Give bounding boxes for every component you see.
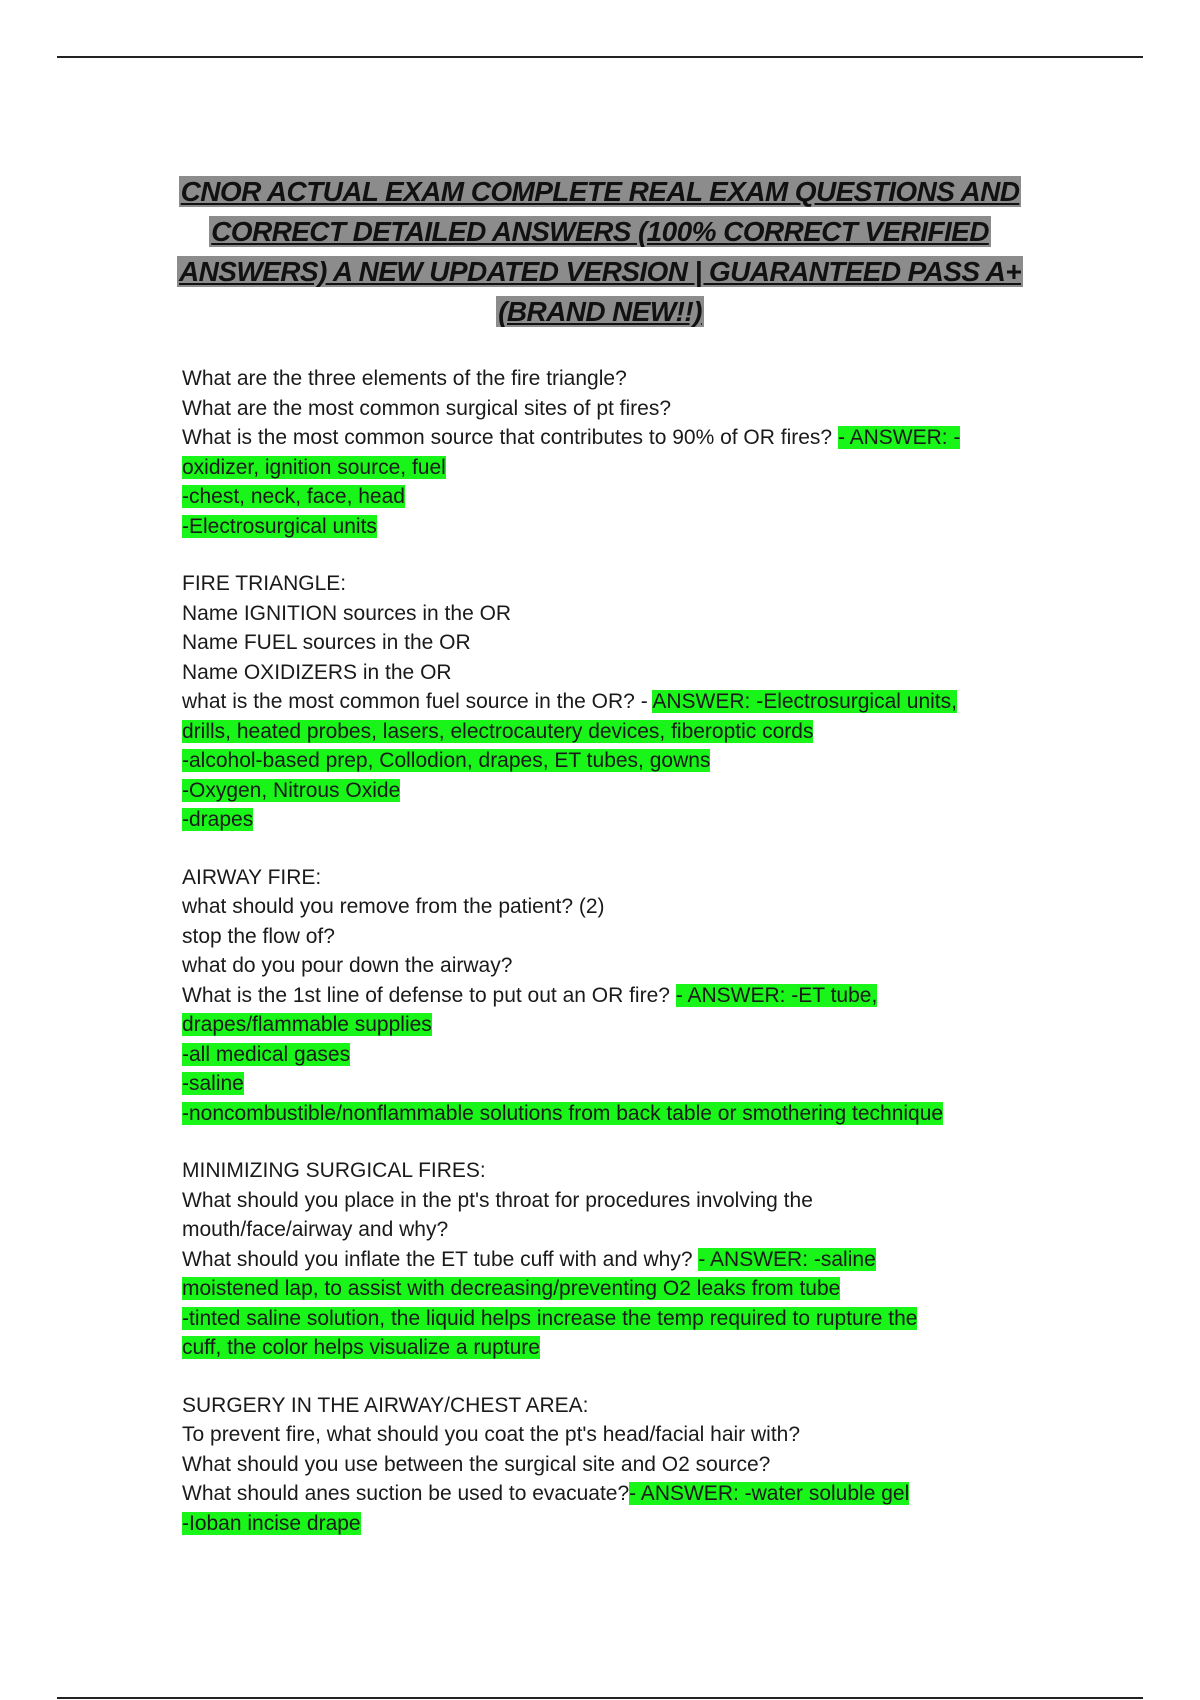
text-line [182, 482, 1022, 512]
text-line [182, 453, 1022, 483]
answer-highlight: drills, heated probes, lasers, electrocautery devices, fiberoptic cords [182, 719, 814, 743]
answer-highlight: drapes/flammable supplies [182, 1013, 432, 1036]
bottom-rule [57, 1697, 1143, 1699]
text-line [182, 628, 1022, 658]
text-line [182, 1215, 1022, 1245]
question-text: what is the most common fuel source in the OR? - [182, 690, 653, 713]
document-title [170, 172, 1030, 332]
text-line [182, 892, 1022, 922]
question-text: What should you inflate the ET tube cuff with and why? [182, 1247, 699, 1271]
text-line [182, 1304, 1022, 1334]
text-line [182, 1333, 1022, 1363]
title-line-3: ANSWERS) A NEW UPDATED VERSION | GUARANTEED PASS A+ [179, 256, 1021, 287]
text-line [182, 364, 1022, 394]
question-text: Name OXIDIZERS in the OR [182, 660, 452, 684]
question-text: What are the most common surgical sites of pt fires? [182, 396, 672, 420]
question-text: Name IGNITION sources in the OR [182, 601, 512, 625]
text-line [182, 776, 1022, 806]
question-text: What should you place in the pt's throat for procedures involving the [182, 1188, 813, 1212]
answer-highlight: - ANSWER: -ET tube, [675, 983, 878, 1007]
answer-highlight: - ANSWER: - [837, 426, 961, 449]
question-text: mouth/face/airway and why? [182, 1218, 449, 1241]
text-line [182, 922, 1022, 952]
question-text: what should you remove from the patient? (2) [182, 895, 605, 918]
text-line [182, 423, 1022, 453]
text-line [182, 1010, 1022, 1040]
text-line [182, 512, 1022, 542]
answer-highlight: - ANSWER: -saline [698, 1247, 876, 1271]
text-line [182, 1420, 1022, 1450]
qa-block [182, 364, 1022, 541]
answer-highlight: -drapes [182, 808, 254, 831]
question-text: SURGERY IN THE AIRWAY/CHEST AREA: [182, 1393, 589, 1417]
text-line [182, 1245, 1022, 1275]
text-line [182, 687, 1022, 717]
text-line [182, 1391, 1022, 1421]
text-line [182, 1274, 1022, 1304]
text-line [182, 599, 1022, 629]
title-line-1: CNOR ACTUAL EXAM COMPLETE REAL EXAM QUESTIONS AND [180, 176, 1020, 207]
top-rule [57, 56, 1143, 58]
title-line-2: CORRECT DETAILED ANSWERS (100% CORRECT VERIFIED [211, 216, 989, 247]
answer-highlight: oxidizer, ignition source, fuel [182, 455, 446, 479]
text-line [182, 1156, 1022, 1186]
answer-highlight: -noncombustible/nonflammable solutions from back table or smothering technique [182, 1101, 944, 1125]
question-text: FIRE TRIANGLE: [182, 572, 347, 595]
answer-highlight: moistened lap, to assist with decreasing/preventing O2 leaks from tube [182, 1277, 841, 1300]
text-line [182, 569, 1022, 599]
question-text: stop the flow of? [182, 924, 335, 948]
answer-highlight: -alcohol-based prep, Collodion, drapes, ET tubes, gowns [182, 749, 711, 772]
text-line [182, 1479, 1022, 1509]
qa-block [182, 569, 1022, 835]
question-text: To prevent fire, what should you coat the pt's head/facial hair with? [182, 1423, 801, 1446]
text-line [182, 981, 1022, 1011]
answer-highlight: -Electrosurgical units [182, 514, 377, 538]
text-line [182, 394, 1022, 424]
title-line-4: (BRAND NEW!!) [498, 296, 702, 327]
question-text: What is the most common source that contributes to 90% of OR fires? [182, 426, 838, 449]
text-line [182, 863, 1022, 893]
question-text: MINIMIZING SURGICAL FIRES: [182, 1159, 486, 1182]
text-line [182, 1450, 1022, 1480]
text-line [182, 1509, 1022, 1539]
text-line [182, 805, 1022, 835]
text-line [182, 1040, 1022, 1070]
question-text: What should you use between the surgical site and O2 source? [182, 1452, 771, 1476]
answer-highlight: -all medical gases [182, 1042, 351, 1066]
text-line [182, 1099, 1022, 1129]
answer-highlight: -saline [182, 1072, 244, 1095]
text-line [182, 951, 1022, 981]
answer-highlight: -chest, neck, face, head [182, 485, 405, 508]
answer-highlight: -Oxygen, Nitrous Oxide [182, 778, 401, 802]
question-text: What are the three elements of the fire triangle? [182, 367, 627, 390]
text-line [182, 658, 1022, 688]
text-line [182, 746, 1022, 776]
answer-highlight: -Ioban incise drape [182, 1511, 361, 1535]
answer-highlight: - ANSWER: -water soluble gel [629, 1482, 910, 1505]
text-line [182, 1069, 1022, 1099]
qa-block [182, 1391, 1022, 1539]
answer-highlight: -tinted saline solution, the liquid helps increase the temp required to rupture the [182, 1306, 918, 1330]
answer-highlight: cuff, the color helps visualize a rupture [182, 1336, 540, 1359]
question-text: Name FUEL sources in the OR [182, 631, 471, 654]
question-text: What is the 1st line of defense to put out an OR fire? [182, 983, 676, 1007]
answer-highlight: ANSWER: -Electrosurgical units, [652, 690, 957, 713]
question-text: AIRWAY FIRE: [182, 865, 322, 889]
question-text: what do you pour down the airway? [182, 954, 513, 977]
text-line [182, 717, 1022, 747]
question-text: What should anes suction be used to evacuate? [182, 1482, 630, 1505]
text-line [182, 1186, 1022, 1216]
qa-block [182, 1156, 1022, 1363]
qa-content [182, 364, 1022, 1566]
qa-block [182, 863, 1022, 1129]
